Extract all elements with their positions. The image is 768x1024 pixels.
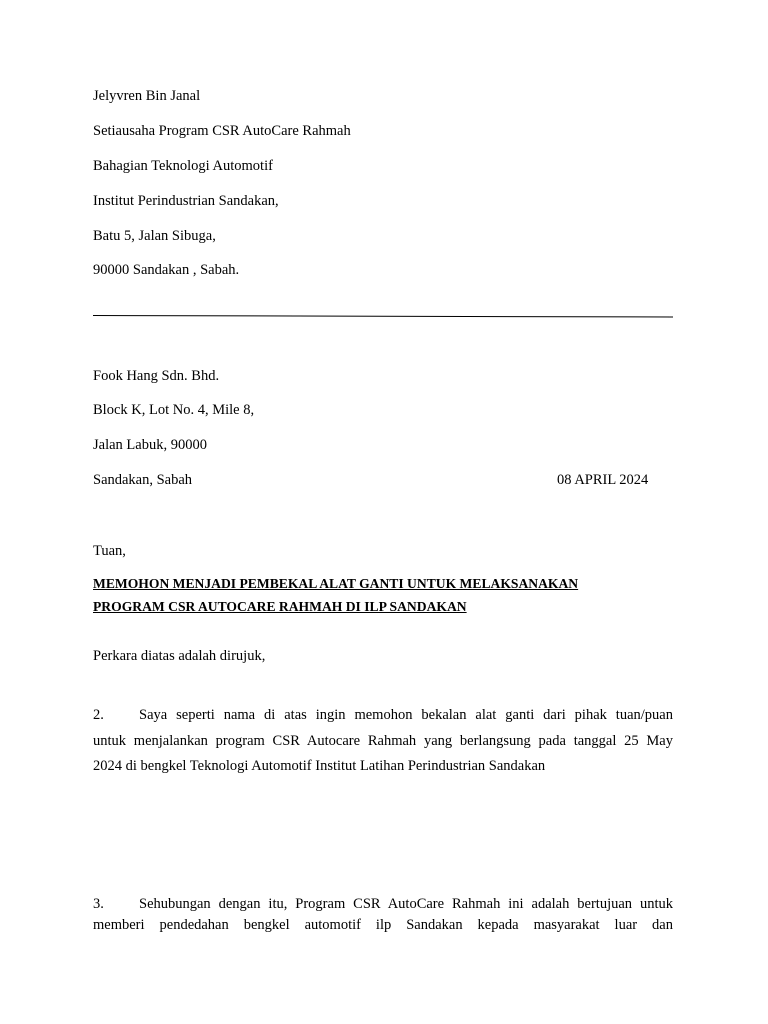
subject-line-2: PROGRAM CSR AUTOCARE RAHMAH DI ILP SANDAKAN bbox=[93, 599, 467, 614]
sender-name: Jelyvren Bin Janal bbox=[93, 88, 201, 104]
letter-date: 08 APRIL 2024 bbox=[557, 472, 649, 488]
sender-department: Bahagian Teknologi Automotif bbox=[93, 158, 273, 174]
sender-title: Setiausaha Program CSR AutoCare Rahmah bbox=[93, 123, 351, 139]
paragraph-3-line-1-text: Sehubungan dengan itu, Program CSR AutoCare Rahmah ini adalah bertujuan untuk bbox=[139, 896, 673, 912]
paragraph-2-line-1 bbox=[139, 706, 673, 724]
paragraph-2-line-1-text: Saya seperti nama di atas ingin memohon bekalan alat ganti dari pihak tuan/puan bbox=[139, 707, 673, 723]
recipient-company: Fook Hang Sdn. Bhd. bbox=[93, 368, 220, 384]
subject-line-1: MEMOHON MENJADI PEMBEKAL ALAT GANTI UNTUK MELAKSANAKAN bbox=[93, 576, 579, 591]
paragraph-2-line-2-text: untuk menjalankan program CSR Autocare Rahmah yang berlangsung pada tanggal 25 May bbox=[93, 733, 673, 749]
sender-city: 90000 Sandakan , Sabah. bbox=[93, 262, 240, 278]
salutation: Tuan, bbox=[93, 543, 126, 559]
paragraph-2-line-2 bbox=[93, 732, 673, 750]
recipient-city: Sandakan, Sabah bbox=[93, 472, 193, 488]
sender-institute: Institut Perindustrian Sandakan, bbox=[93, 193, 279, 209]
paragraph-3-line-1 bbox=[139, 895, 673, 913]
paragraph-3-number: 3. bbox=[93, 896, 104, 912]
sender-street: Batu 5, Jalan Sibuga, bbox=[93, 228, 216, 244]
reference-line: Perkara diatas adalah dirujuk, bbox=[93, 648, 266, 664]
header-divider bbox=[93, 315, 673, 318]
recipient-block: Block K, Lot No. 4, Mile 8, bbox=[93, 402, 255, 418]
recipient-street: Jalan Labuk, 90000 bbox=[93, 437, 207, 453]
paragraph-2-number: 2. bbox=[93, 707, 104, 723]
paragraph-3-line-2 bbox=[93, 916, 673, 934]
paragraph-2-line-3: 2024 di bengkel Teknologi Automotif Institut Latihan Perindustrian Sandakan bbox=[93, 758, 546, 774]
paragraph-3-line-2-text: memberi pendedahan bengkel automotif ilp Sandakan kepada masyarakat luar dan bbox=[93, 917, 673, 933]
